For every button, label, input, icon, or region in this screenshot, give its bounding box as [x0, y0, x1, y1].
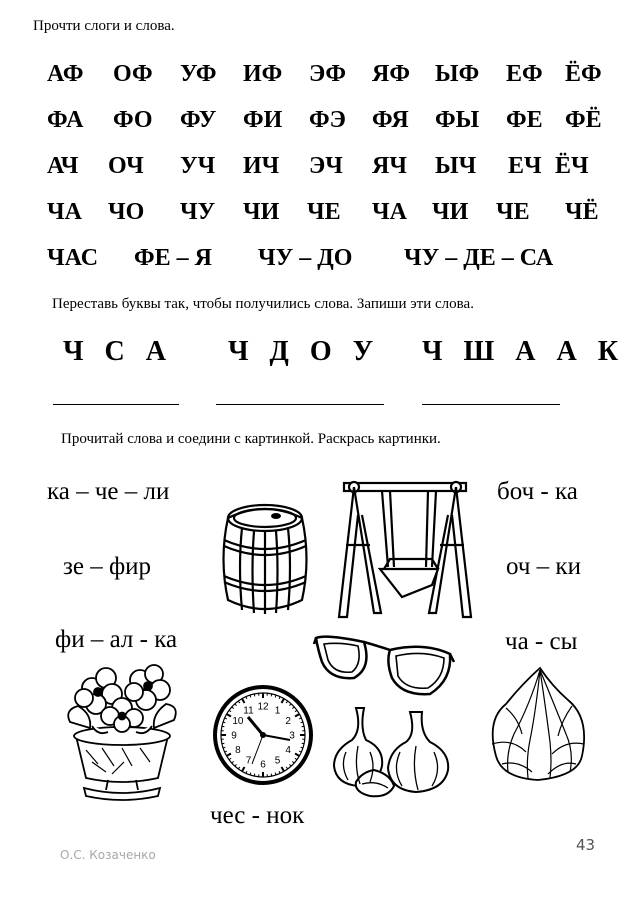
syllable: ЕЧ [508, 153, 542, 179]
syllable: ЧО [108, 199, 145, 225]
word-fialka[interactable]: фи – ал - ка [55, 626, 178, 653]
syllable: ЧИ [243, 199, 280, 225]
syllable: ФА [47, 107, 84, 133]
clock-number: 11 [243, 705, 254, 717]
clock-tick [271, 774, 272, 776]
clock-number: 1 [274, 705, 281, 717]
clock-number: 6 [260, 759, 266, 771]
word-ochki[interactable]: оч – ки [506, 553, 581, 580]
syllable: УЧ [180, 153, 216, 179]
scrambled-word-1: Ч С А [63, 336, 173, 367]
clock-tick [302, 726, 304, 727]
author-credit: О.С. Козаченко [60, 848, 156, 862]
word-bochka[interactable]: боч - ка [497, 478, 578, 505]
swing-picture[interactable] [334, 475, 476, 620]
clock-number: 9 [231, 730, 237, 742]
answer-line-3[interactable] [422, 404, 560, 405]
glasses-picture[interactable] [312, 628, 457, 700]
clock-number: 5 [274, 755, 281, 767]
syllable: ЧЕ [496, 199, 530, 225]
syllable: ЭФ [309, 61, 347, 87]
violet-flower-pot-picture[interactable] [62, 662, 182, 804]
instruction-connect: Прочитай слова и соедини с картинкой. Раскрась картинки. [61, 431, 441, 447]
answer-line-1[interactable] [53, 404, 179, 405]
word-chesnok[interactable]: чес - нок [210, 802, 305, 829]
scrambled-word-2: Ч Д О У [228, 336, 381, 367]
syllable: ЯФ [372, 61, 410, 87]
instruction-read: Прочти слоги и слова. [33, 18, 175, 34]
syllable: ЧА [47, 199, 82, 225]
instruction-rearrange: Переставь буквы так, чтобы получились слова. Запиши эти слова. [52, 296, 474, 312]
clock-tick [254, 694, 255, 696]
syllable: ЧА [372, 199, 407, 225]
page-number: 43 [576, 836, 596, 854]
syllable: ФИ [243, 107, 283, 133]
wall-clock-picture[interactable] [212, 684, 314, 786]
word: ФЕ – Я [134, 245, 212, 271]
scrambled-word-3: Ч Ш А А К [422, 336, 626, 367]
clock-tick [222, 743, 224, 744]
syllable: ЕФ [506, 61, 543, 87]
syllable: АЧ [47, 153, 79, 179]
syllable: ЧУ [180, 199, 216, 225]
syllable: ИФ [243, 61, 283, 87]
syllable: ЯЧ [372, 153, 407, 179]
syllable: ФЭ [309, 107, 346, 133]
word-kacheli[interactable]: ка – че – ли [47, 478, 170, 505]
clock-number: 7 [245, 755, 252, 767]
syllable: ФЁ [565, 107, 602, 133]
syllable: ФЕ [506, 107, 543, 133]
word-zefir[interactable]: зе – фир [63, 553, 152, 580]
syllable: АФ [47, 61, 84, 87]
syllable: ЧЕ [307, 199, 341, 225]
syllable: ЫФ [435, 61, 480, 87]
syllable: ОЧ [108, 153, 144, 179]
clock-number: 2 [285, 716, 291, 727]
syllable: ФЫ [435, 107, 480, 133]
clock-number: 4 [285, 745, 291, 756]
barrel-picture[interactable] [216, 496, 314, 622]
clock-number: 3 [289, 730, 295, 742]
clock-tick [302, 743, 304, 744]
syllable: ЭЧ [309, 153, 343, 179]
clock-tick [254, 774, 255, 776]
syllable: УФ [180, 61, 217, 87]
syllable: ИЧ [243, 153, 280, 179]
syllable: ЁЧ [555, 153, 589, 179]
clock-tick [271, 694, 272, 696]
clock-number: 8 [235, 745, 241, 756]
syllable: ФЯ [372, 107, 409, 133]
clock-tick [222, 726, 224, 727]
clock-number: 12 [257, 701, 269, 713]
marshmallow-picture[interactable] [482, 664, 594, 790]
word: ЧУ – ДЕ – СА [404, 245, 554, 271]
syllable: ФО [113, 107, 153, 133]
clock-number: 10 [232, 716, 244, 727]
word: ЧУ – ДО [258, 245, 353, 271]
syllable: ОФ [113, 61, 153, 87]
word: ЧАС [47, 245, 99, 271]
garlic-picture[interactable] [326, 700, 462, 800]
syllable: ЧИ [432, 199, 469, 225]
syllable: ЁФ [565, 61, 602, 87]
syllable: ФУ [180, 107, 217, 133]
word-chasy[interactable]: ча - сы [505, 628, 578, 655]
syllable: ЫЧ [435, 153, 477, 179]
answer-line-2[interactable] [216, 404, 384, 405]
syllable: ЧЁ [565, 199, 599, 225]
